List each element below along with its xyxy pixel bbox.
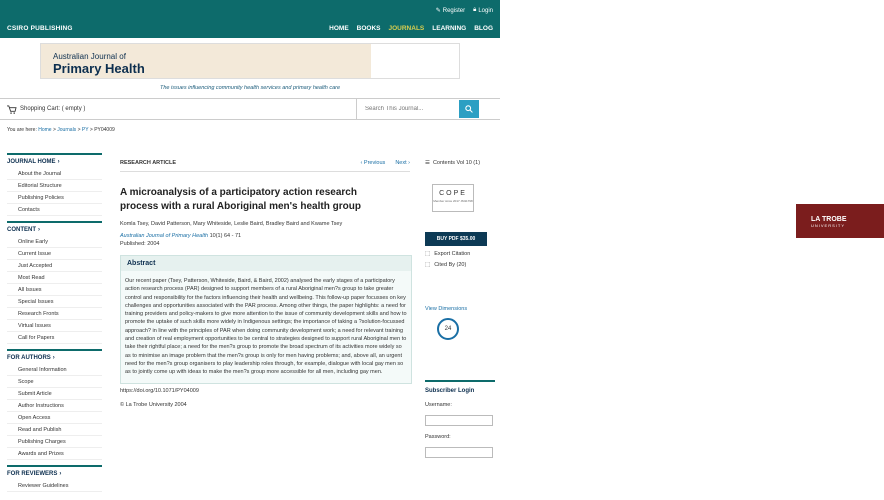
breadcrumb: You are here: Home > Journals > PY > PY04009 bbox=[7, 127, 115, 133]
search-button[interactable] bbox=[459, 100, 479, 118]
cope-badge[interactable] bbox=[432, 184, 474, 212]
register-link[interactable]: ✎ Register bbox=[435, 7, 466, 14]
chevron-right-icon: › bbox=[52, 355, 55, 361]
article-main bbox=[120, 160, 410, 408]
right-column bbox=[425, 160, 495, 458]
sidebar-item[interactable]: Most Read bbox=[7, 272, 102, 284]
sidebar-item[interactable]: Current Issue bbox=[7, 248, 102, 260]
journal-name[interactable]: Australian Journal of Primary Health bbox=[120, 233, 209, 239]
sidebar-group bbox=[7, 153, 102, 216]
partner-sub: UNIVERSITY bbox=[811, 223, 846, 228]
published-date: Published: 2004 bbox=[120, 241, 160, 247]
breadcrumb-journals[interactable]: Journals bbox=[57, 127, 77, 133]
article-title: A microanalysis of a participatory action research process with a rural Aboriginal men's health group bbox=[120, 187, 361, 212]
brand-logo[interactable]: CSIRO PUBLISHING bbox=[7, 25, 73, 32]
username-field[interactable] bbox=[425, 415, 493, 426]
sidebar-item[interactable]: Open Access bbox=[7, 412, 102, 424]
sidebar-item[interactable]: Research Fronts bbox=[7, 308, 102, 320]
abstract-heading: Abstract bbox=[121, 256, 411, 271]
cope-logo-text: COPE bbox=[439, 190, 467, 197]
sidebar-item[interactable]: All Issues bbox=[7, 284, 102, 296]
nav-blog[interactable]: BLOG bbox=[474, 25, 493, 32]
article-type: RESEARCH ARTICLE bbox=[120, 160, 177, 166]
chevron-right-icon: › bbox=[57, 159, 60, 165]
sidebar-item[interactable]: About the Journal bbox=[7, 168, 102, 180]
sidebar-heading-label: JOURNAL HOME bbox=[7, 159, 56, 165]
chevron-right-icon: › bbox=[59, 471, 62, 477]
shopping-cart[interactable] bbox=[7, 99, 357, 119]
sidebar-item[interactable]: Read and Publish bbox=[7, 424, 102, 436]
next-link[interactable]: Next › bbox=[395, 160, 410, 166]
sidebar-group bbox=[7, 221, 102, 344]
utility-links bbox=[436, 7, 493, 14]
sidebar-item[interactable]: Contacts bbox=[7, 204, 102, 216]
doi-link[interactable]: https://doi.org/10.1071/PY04009 bbox=[120, 387, 199, 394]
banner-title-area bbox=[41, 44, 371, 78]
password-label: Password: bbox=[425, 434, 451, 440]
lock-icon: 🔒︎ bbox=[473, 7, 477, 13]
cart-icon bbox=[7, 105, 16, 114]
dimensions-widget[interactable] bbox=[425, 306, 495, 340]
cited-by-link[interactable]: ⬚ Cited By (20) bbox=[425, 262, 467, 268]
sidebar-item[interactable]: Just Accepted bbox=[7, 260, 102, 272]
export-icon: ⬚ bbox=[425, 251, 431, 257]
sidebar-item[interactable]: Reviewer Guidelines bbox=[7, 480, 102, 492]
password-field[interactable] bbox=[425, 447, 493, 458]
banner-line2: Primary Health bbox=[53, 61, 145, 76]
journal-search bbox=[357, 99, 479, 119]
buy-pdf-button[interactable]: BUY PDF $35.00 bbox=[425, 232, 487, 246]
login-heading: Subscriber Login bbox=[425, 388, 475, 394]
sidebar-heading-label: CONTENT bbox=[7, 227, 36, 233]
breadcrumb-current: PY04009 bbox=[94, 127, 115, 133]
chevron-left-icon: ‹ bbox=[360, 160, 363, 166]
sidebar-item[interactable]: Special Issues bbox=[7, 296, 102, 308]
sidebar-item[interactable]: General Information bbox=[7, 364, 102, 376]
sidebar-group bbox=[7, 349, 102, 460]
dimensions-badge[interactable]: 24 bbox=[437, 318, 459, 340]
subscriber-login bbox=[425, 380, 495, 458]
contents-link[interactable]: ☰ Contents Vol 10 (1) bbox=[425, 160, 481, 166]
sidebar-item[interactable]: Author Instructions bbox=[7, 400, 102, 412]
cope-sub: Member since 2017 JM11798 bbox=[433, 199, 473, 203]
sidebar-item[interactable]: Online Early bbox=[7, 236, 102, 248]
copyright: © La Trobe University 2004 bbox=[120, 401, 187, 408]
search-input[interactable] bbox=[365, 106, 457, 112]
main-nav bbox=[329, 25, 493, 32]
partner-logo bbox=[796, 204, 884, 238]
abstract-box bbox=[120, 255, 412, 384]
abstract-text: Our recent paper (Tsey, Patterson, Whiteside, Baird, & Baird, 2002) analysed the early stages of a participatory action research process (PAR) designed to support members of a rural Aboriginal men?s group to take greater control and responsibility for the factors influencing their health and wellbeing. This follow-up paper focusses on key challenges and opportunities associated with the PAR process. Among other things, the paper highlights: a need for training providers and policy-makers to give more attention to the issue of community development skills and how to promote the uptake of such skills more widely in Indigenous settings; the importance of taking a ?solution-focussed approach? in line with the principles of PAR when doing community development work; a need for relevant training and creation of real employment opportunities to be central to strategies designed to support rural Aboriginal men to take their rightful place; a need for the men?s group to promote the broad spectrum of its activities more widely so as to minimise an image problem that the men?s group is only for men having problems; and, above all, an urgent need for the men?s group organisers to play leadership roles through, for example, dialogue with local gay men so as to jointly come up with ideas to make the men?s group more accessible for all men, including gay men. bbox=[121, 271, 411, 383]
article-authors[interactable]: Komla Tsey, David Patterson, Mary Whiteside, Leslie Baird, Bradley Baird and Kwame Tsey bbox=[120, 221, 343, 227]
sidebar-group bbox=[7, 465, 102, 492]
sidebar-heading[interactable] bbox=[7, 221, 102, 233]
cited-icon: ⬚ bbox=[425, 262, 431, 268]
nav-journals[interactable]: JOURNALS bbox=[388, 25, 425, 32]
export-citation-link[interactable]: ⬚ Export Citation bbox=[425, 251, 471, 257]
search-icon bbox=[465, 105, 473, 113]
banner-line1: Australian Journal of bbox=[53, 52, 126, 61]
sidebar-item[interactable]: Submit Article bbox=[7, 388, 102, 400]
sidebar-item[interactable]: Publishing Policies bbox=[7, 192, 102, 204]
journal-tagline: The issues influencing community health services and primary health care bbox=[159, 85, 341, 91]
sidebar-heading[interactable] bbox=[7, 465, 102, 477]
sidebar-item[interactable]: Virtual Issues bbox=[7, 320, 102, 332]
nav-learning[interactable]: LEARNING bbox=[432, 25, 467, 32]
username-label: Username: bbox=[425, 402, 452, 408]
previous-link[interactable]: ‹ Previous bbox=[360, 160, 386, 166]
sidebar-item[interactable]: Call for Papers bbox=[7, 332, 102, 344]
list-icon: ☰ bbox=[425, 160, 430, 166]
sidebar-item[interactable]: Awards and Prizes bbox=[7, 448, 102, 460]
login-link[interactable]: 🔒︎ Login bbox=[473, 7, 493, 14]
breadcrumb-home[interactable]: Home bbox=[38, 127, 52, 133]
article-header-row bbox=[120, 160, 410, 172]
nav-books[interactable]: BOOKS bbox=[356, 25, 381, 32]
journal-reference bbox=[120, 233, 410, 239]
sidebar-heading[interactable] bbox=[7, 153, 102, 165]
breadcrumb-prefix: You are here: bbox=[7, 127, 37, 133]
sidebar-item[interactable]: Publishing Charges bbox=[7, 436, 102, 448]
nav-home[interactable]: HOME bbox=[329, 25, 349, 32]
chevron-right-icon: › bbox=[408, 160, 410, 166]
citation: 10(1) 64 - 71 bbox=[209, 233, 242, 239]
sidebar-item[interactable]: Editorial Structure bbox=[7, 180, 102, 192]
sidebar bbox=[7, 153, 102, 497]
sidebar-heading-label: FOR AUTHORS bbox=[7, 355, 51, 361]
sidebar-heading-label: FOR REVIEWERS bbox=[7, 471, 58, 477]
top-header bbox=[0, 0, 500, 38]
pencil-icon: ✎ bbox=[435, 8, 441, 14]
sidebar-heading[interactable] bbox=[7, 349, 102, 361]
dimensions-label: View Dimensions bbox=[425, 306, 468, 312]
breadcrumb-py[interactable]: PY bbox=[81, 127, 89, 133]
toolbar bbox=[0, 98, 500, 120]
chevron-right-icon: › bbox=[38, 227, 40, 233]
cart-label: Shopping Cart: ( empty ) bbox=[20, 106, 86, 112]
partner-name: LA TROBE bbox=[811, 216, 847, 223]
sidebar-item[interactable]: Scope bbox=[7, 376, 102, 388]
